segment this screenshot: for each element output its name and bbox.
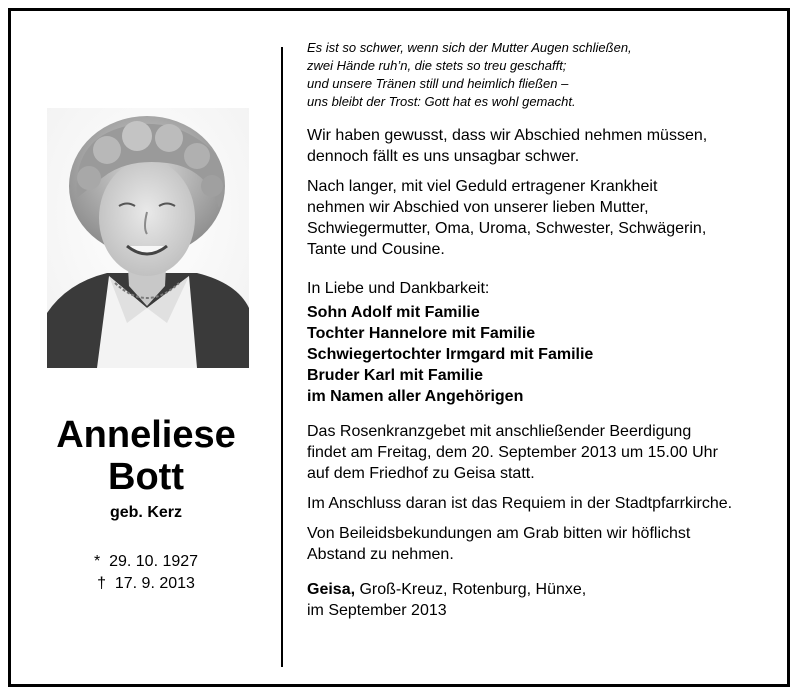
left-column [11, 11, 281, 684]
family-list [307, 302, 767, 407]
family-member: Bruder Karl mit Familie [307, 367, 484, 384]
places-rest: Groß-Kreuz, Rotenburg, Hünxe, [355, 581, 587, 598]
farewell-line: nehmen wir Abschied von unserer lieben Mutter, [307, 199, 649, 216]
family-member: Schwiegertochter Irmgard mit Familie [307, 346, 594, 363]
portrait-photo [47, 108, 249, 368]
maiden-name: geb. Kerz [109, 504, 182, 521]
poem-line: Es ist so schwer, wenn sich der Mutter Augen schließen, [307, 40, 632, 55]
birth-symbol: * [93, 553, 101, 570]
obituary-frame [8, 8, 790, 687]
birth-date-row [11, 551, 281, 573]
intro-line: Wir haben gewusst, dass wir Abschied nehmen müssen, [307, 127, 708, 144]
places-line [307, 579, 767, 600]
death-date-row [11, 573, 281, 595]
funeral-line: auf dem Friedhof zu Geisa statt. [307, 465, 535, 482]
poem-line: uns bleibt der Trost: Gott hat es wohl gemacht. [307, 94, 576, 109]
deceased-first-name: Anneliese [56, 414, 236, 456]
family-member: Tochter Hannelore mit Familie [307, 325, 536, 342]
farewell-line: Tante und Cousine. [307, 241, 445, 258]
funeral-line: findet am Freitag, dem 20. September 2013 um 15.00 Uhr [307, 444, 718, 461]
farewell-line: Nach langer, mit viel Geduld ertragener Krankheit [307, 178, 658, 195]
column-divider [281, 47, 283, 667]
date-line: im September 2013 [307, 602, 447, 619]
requiem-paragraph [307, 493, 767, 514]
intro-line: dennoch fällt es uns unsagbar schwer. [307, 148, 580, 165]
farewell-line: Schwiegermutter, Oma, Uroma, Schwester, Schwägerin, [307, 220, 707, 237]
family-member: im Namen aller Angehörigen [307, 388, 524, 405]
funeral-paragraph [307, 421, 767, 484]
places-bold: Geisa, [307, 581, 356, 598]
farewell-paragraph [307, 176, 767, 260]
funeral-line: Das Rosenkranzgebet mit anschließender Beerdigung [307, 423, 692, 440]
condolences-line: Von Beileidsbekundungen am Grab bitten wir höflichst [307, 525, 691, 542]
places-paragraph [307, 579, 767, 621]
intro-paragraph [307, 125, 767, 167]
condolences-line: Abstand zu nehmen. [307, 546, 454, 563]
death-date: 17. 9. 2013 [114, 575, 195, 592]
condolences-paragraph [307, 523, 767, 565]
family-member: Sohn Adolf mit Familie [307, 304, 480, 321]
gratitude-line: In Liebe und Dankbarkeit: [307, 280, 490, 297]
death-symbol: † [97, 575, 106, 592]
requiem-line: Im Anschluss daran ist das Requiem in der Stadtpfarrkirche. [307, 495, 733, 512]
deceased-last-name: Bott [108, 456, 184, 498]
birth-date: 29. 10. 1927 [109, 553, 199, 570]
poem [307, 39, 767, 111]
life-dates [11, 551, 281, 595]
right-column [307, 39, 767, 630]
poem-line: zwei Hände ruh’n, die stets so treu geschafft; [307, 58, 567, 73]
poem-line: und unsere Tränen still und heimlich fließen – [307, 76, 569, 91]
